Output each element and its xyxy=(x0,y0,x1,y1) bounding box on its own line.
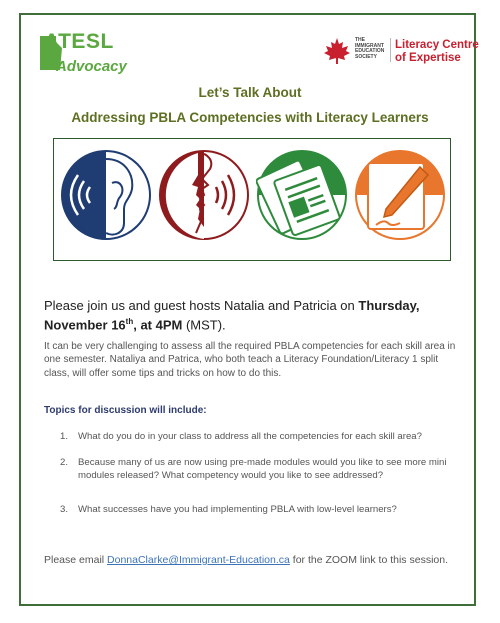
email-link[interactable]: DonnaClarke@Immigrant-Education.ca xyxy=(107,554,290,566)
reading-icon xyxy=(256,149,348,241)
advocacy-text: Advocacy xyxy=(56,58,127,75)
maple-leaf-icon xyxy=(322,36,352,66)
speaking-icon xyxy=(158,149,250,241)
title-line-2: Addressing PBLA Competencies with Literacy Learners xyxy=(71,110,429,125)
writing-icon xyxy=(354,149,446,241)
topic-text: What successes have you had implementing PBLA with low-level learners? xyxy=(78,504,397,515)
atesl-text: ATESL xyxy=(44,30,114,53)
topics-heading: Topics for discussion will include: xyxy=(44,405,207,416)
atesl-advocacy-logo xyxy=(30,30,150,82)
title-line-1: Let’s Talk About xyxy=(198,85,302,100)
topic-text: Because many of us are now using pre-made modules would you like to see more mini modules released? What competency would you like to see addressed? xyxy=(78,457,447,481)
topic-number: 2. xyxy=(60,457,69,468)
logo-divider xyxy=(390,38,391,62)
topic-number: 1. xyxy=(60,431,69,442)
listening-icon xyxy=(60,149,152,241)
society-name: THE IMMIGRANT EDUCATION SOCIETY xyxy=(355,37,385,60)
description-paragraph: It can be very challenging to assess all the required PBLA competencies for each skill area in one semester. Nataliya and Patrica, who both teach a Literacy Foundation/Literacy 1 split class, will offer some tips and tricks on how to do this. xyxy=(44,341,456,379)
intro-paragraph: Please join us and guest hosts Natalia and Patricia on Thursday, November 16th, at 4PM (MST). xyxy=(44,298,420,333)
literacy-centre-logo xyxy=(322,34,482,74)
contact-paragraph: Please email DonnaClarke@Immigrant-Education.ca for the ZOOM link to this session. xyxy=(44,554,448,566)
topic-text: What do you do in your class to address all the competencies for each skill area? xyxy=(78,431,422,442)
topic-number: 3. xyxy=(60,504,69,515)
centre-name-line1: Literacy Centre xyxy=(395,39,479,51)
centre-name-line2: of Expertise xyxy=(395,52,461,64)
skills-icon-panel xyxy=(53,138,451,261)
